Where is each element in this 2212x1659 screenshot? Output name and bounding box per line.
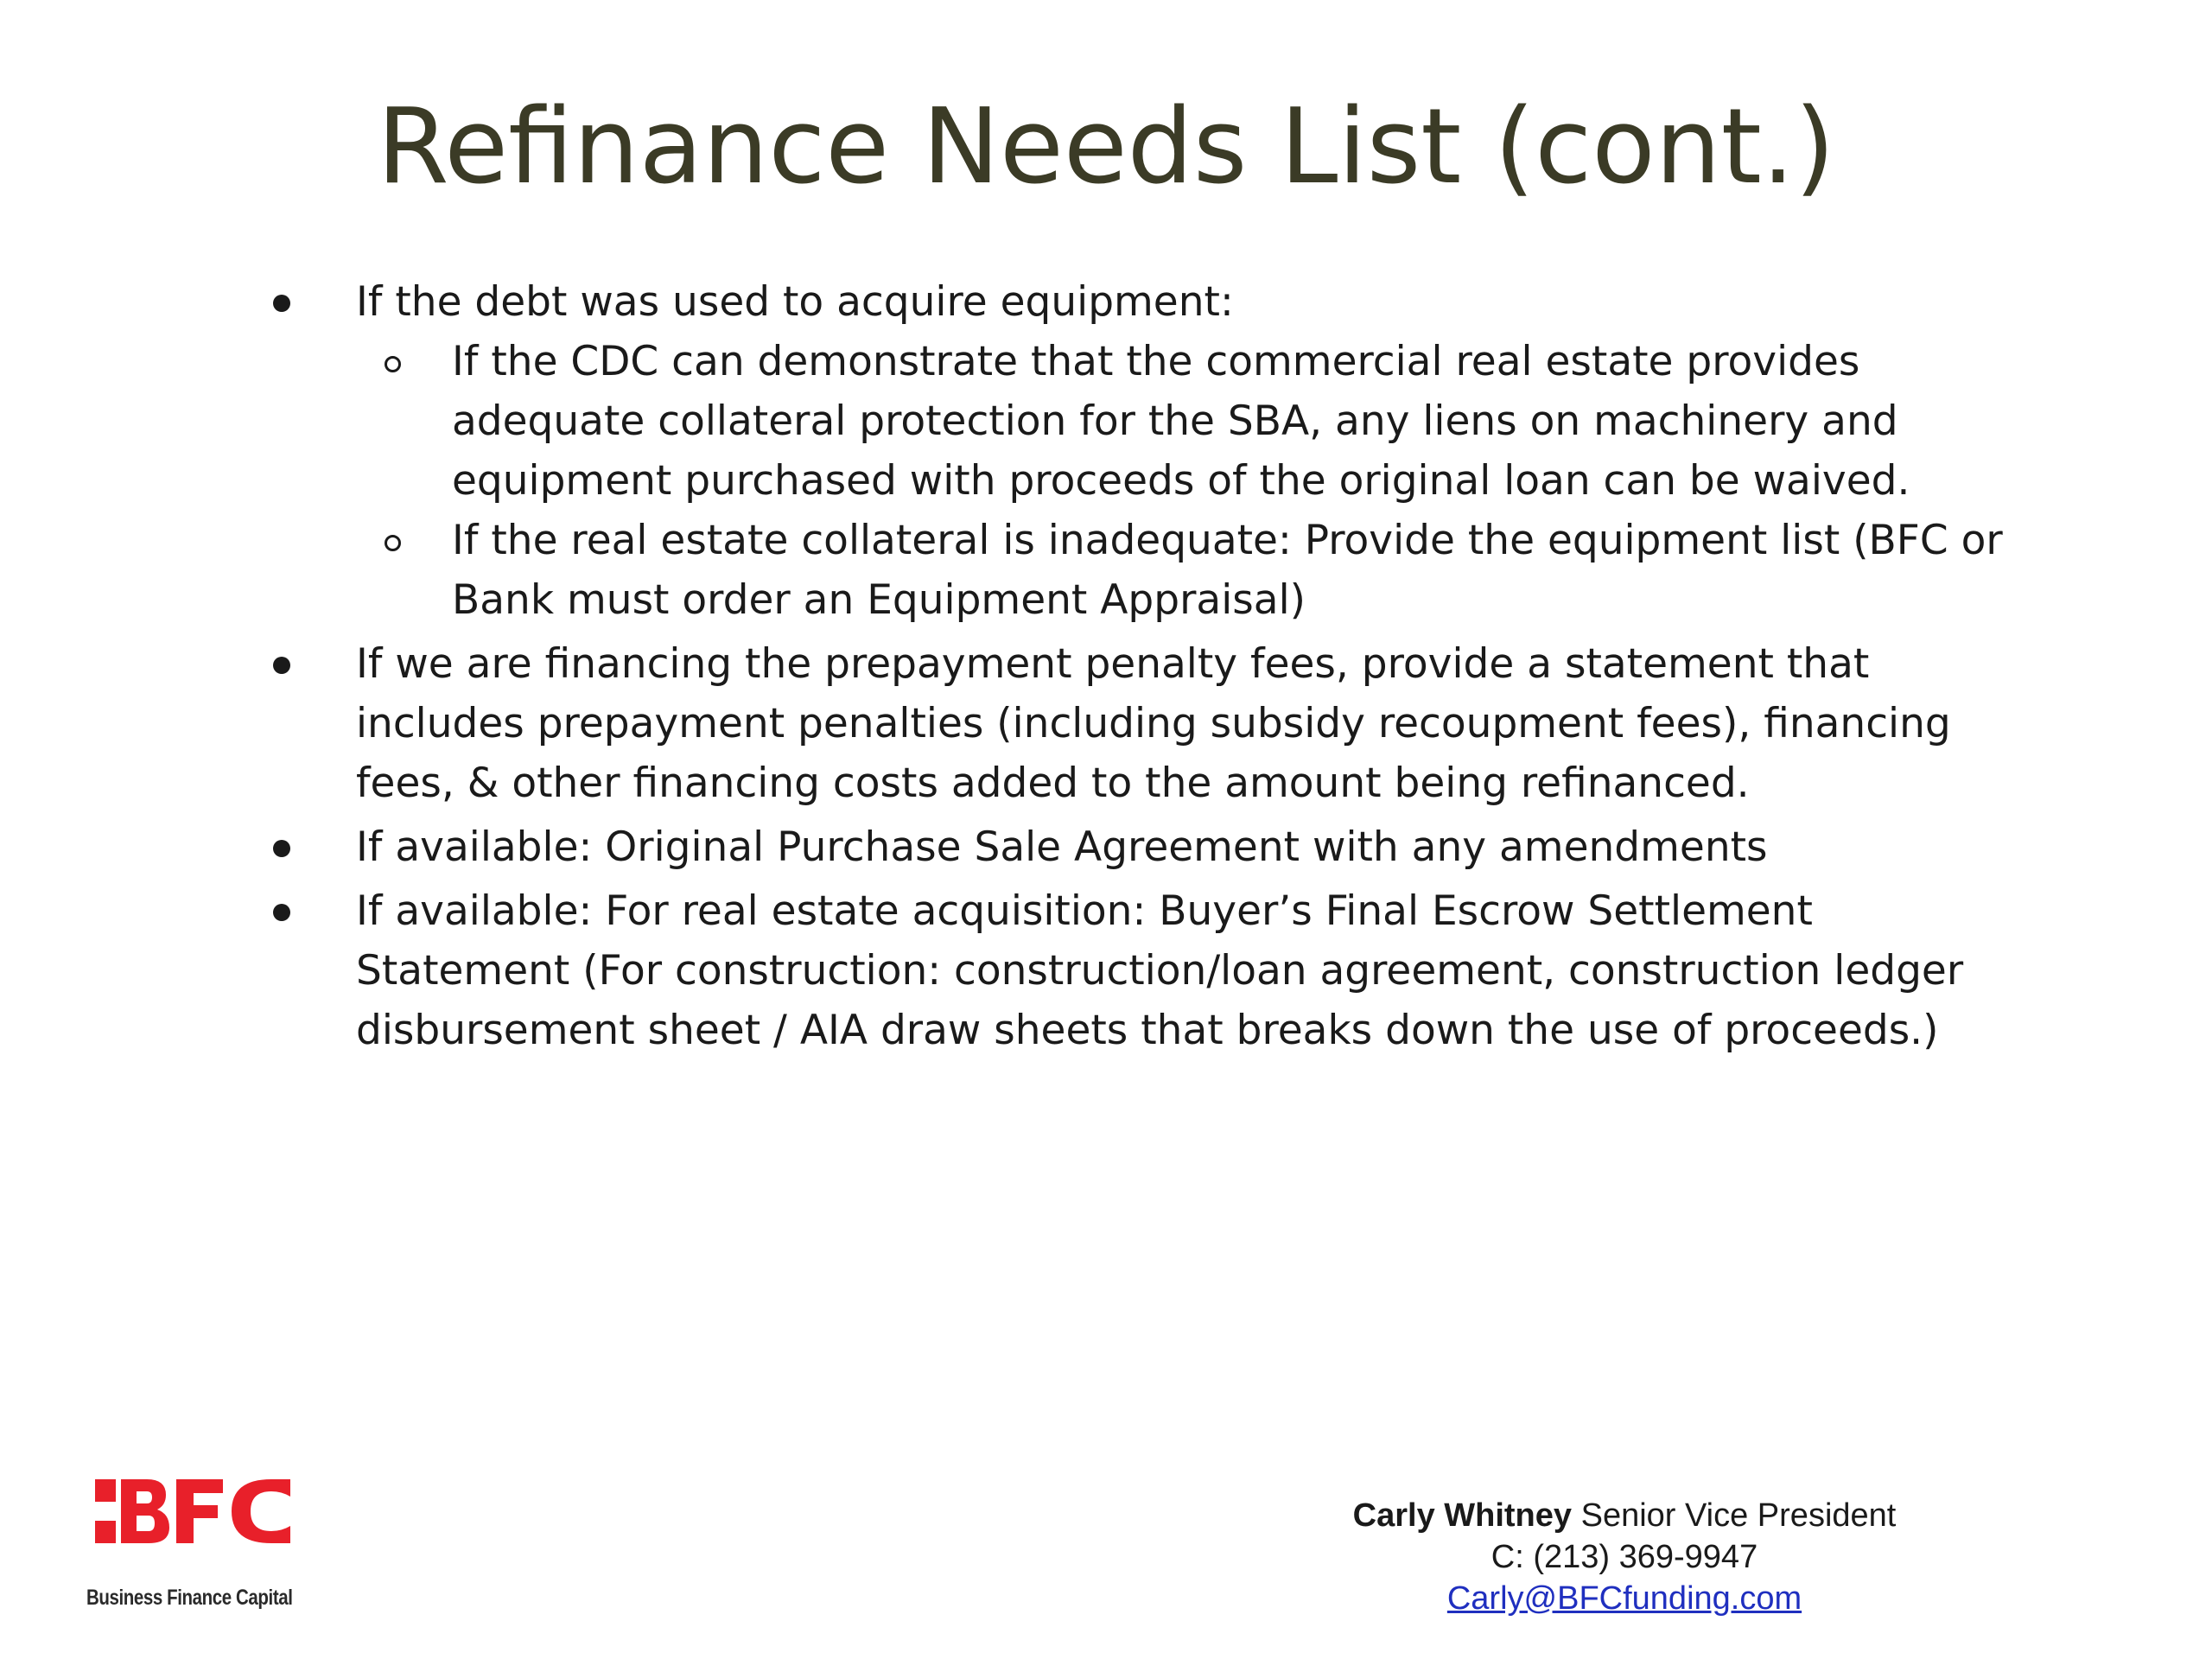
bullet-dot-icon	[273, 904, 290, 921]
sub-bullet-circle-icon	[385, 356, 401, 372]
slide-content	[273, 272, 2036, 1065]
bullet-list	[273, 272, 2036, 1060]
contact-name: Carly Whitney	[1352, 1497, 1573, 1534]
sub-bullet-circle-icon	[385, 535, 401, 551]
bullet-dot-icon	[273, 840, 290, 857]
contact-block	[1296, 1495, 1953, 1619]
sub-bullet-text: If the CDC can demonstrate that the commercial real estate provides adequate collateral protection for the SBA, any liens on machinery and equipment purchased with proceeds of the original loan can be waived.	[452, 338, 1910, 505]
bullet-dot-icon	[273, 657, 290, 674]
contact-phone: C: (213) 369-9947	[1491, 1539, 1758, 1575]
sub-bullet-list	[356, 332, 2036, 630]
sub-bullet-item	[356, 511, 2036, 630]
sub-bullet-item	[356, 332, 2036, 511]
sub-bullet-text: If the real estate collateral is inadequate: Provide the equipment list (BFC or Bank must order an Equipment Appraisal)	[452, 517, 2003, 624]
bullet-item	[273, 817, 2036, 877]
bfc-logo-tagline: Business Finance Capital	[86, 1586, 293, 1610]
contact-email-link[interactable]: Carly@BFCfunding.com	[1446, 1580, 1802, 1617]
bullet-item	[273, 272, 2036, 630]
contact-name-line	[1296, 1495, 1953, 1536]
bullet-text: If available: Original Purchase Sale Agreement with any amendments	[356, 823, 1768, 871]
bullet-dot-icon	[273, 295, 290, 312]
bullet-item	[273, 881, 2036, 1060]
bfc-logo	[86, 1452, 298, 1624]
bullet-text: If we are financing the prepayment penalty fees, provide a statement that includes prepayment penalties (including subsidy recoupment fees), financing fees, & other financing costs added to the amount being refinanced.	[356, 640, 1951, 807]
bullet-item	[273, 634, 2036, 813]
contact-role: Senior Vice President	[1580, 1497, 1897, 1534]
bullet-text: If available: For real estate acquisition: Buyer’s Final Escrow Settlement Statement (For construction: construction/loan agreement, construction ledger disbursement sheet / AIA draw sheets that breaks down the use of proceeds.)	[356, 887, 1964, 1054]
bullet-text: If the debt was used to acquire equipment:	[356, 278, 1234, 326]
slide-title: Refinance Needs List (cont.)	[377, 87, 1835, 207]
bfc-logo-mark-icon	[86, 1452, 298, 1581]
